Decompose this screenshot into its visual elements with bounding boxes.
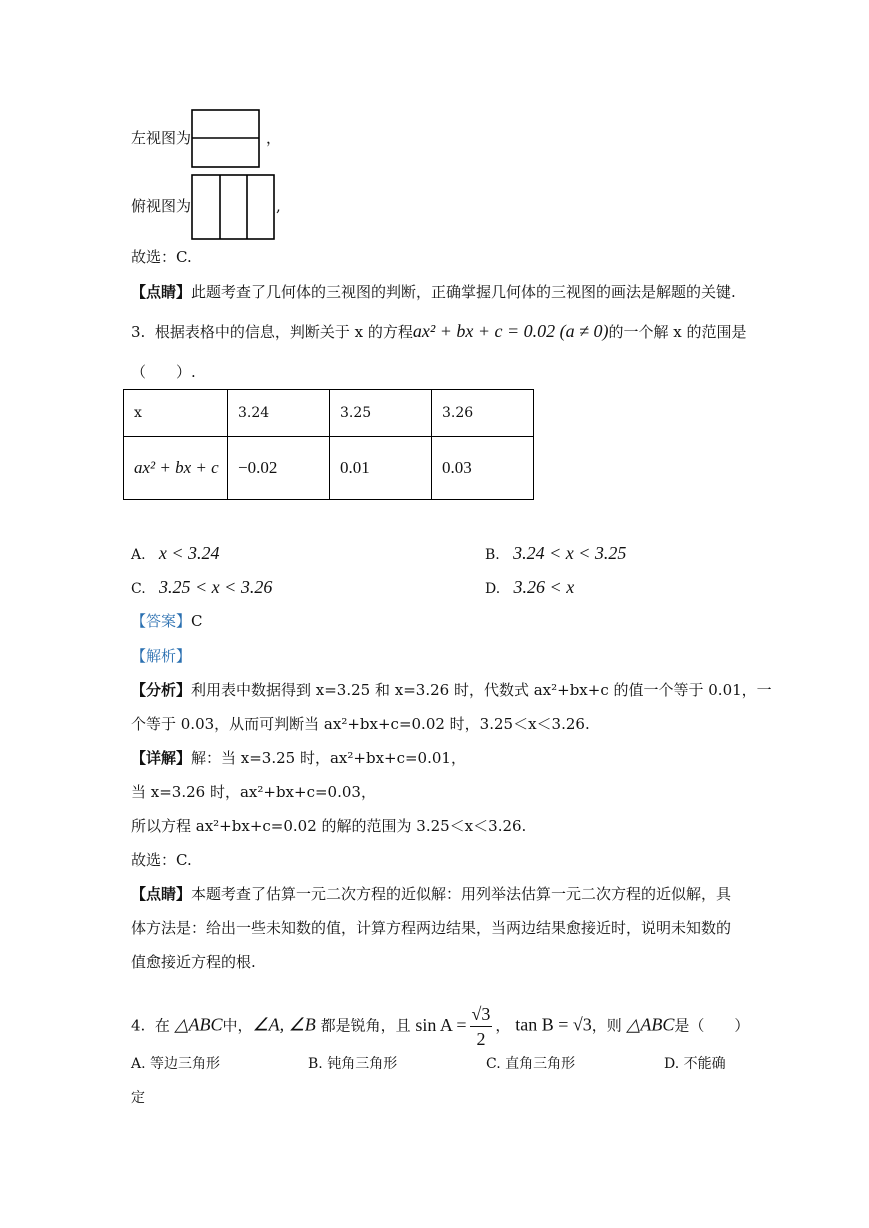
q3-stem-pre: 根据表格中的信息，判断关于 x 的方程: [154, 323, 413, 341]
q4-sin-den: 2: [476, 1029, 486, 1049]
q3-answer: [131, 611, 203, 631]
q4-option-d-cont: 定: [131, 1090, 145, 1106]
q4-stem-b: 中，: [222, 1016, 253, 1035]
top-view-label: 俯视图为: [131, 197, 192, 215]
analysis-tag: 【解析】: [131, 647, 192, 665]
q4-triangle-2: △ABC: [626, 1014, 675, 1035]
q3-table: [123, 389, 534, 500]
q4-sin-num: √3: [470, 1002, 493, 1027]
option-b-text: 3.24 < x < 3.25: [513, 543, 627, 563]
q3-comment-line1: [131, 884, 731, 904]
table-row: [124, 437, 534, 500]
option-b-key: B.: [485, 547, 500, 563]
table-cell-col3: 0.03: [432, 437, 534, 500]
q4-stem-c: 都是锐角，且: [320, 1016, 411, 1035]
table-row: [124, 390, 534, 437]
q3-number: 3.: [131, 323, 146, 341]
left-view-figure: [191, 109, 263, 169]
q3-comment-line2: 体方法是：给出一些未知数的值，计算方程两边结果，当两边结果愈接近时，说明未知数的: [131, 919, 732, 937]
q3-paren: （ ）.: [131, 363, 196, 381]
q3-option-d: [485, 577, 574, 599]
left-view-label: 左视图为: [131, 129, 192, 147]
q3-choice: 故选：C.: [131, 851, 192, 869]
table-header-x: x: [124, 390, 228, 437]
q2-choice: 故选：C.: [131, 248, 192, 266]
q4-sin-fraction: [470, 1002, 493, 1051]
fenxi-tag: 【分析】: [131, 681, 192, 699]
q3-option-b: [485, 543, 626, 565]
q4-comma: ，: [495, 1016, 511, 1035]
xiangjie-text1: 解：当 x=3.25 时，ax²+bx+c=0.01，: [191, 749, 466, 767]
q3-comment-tag: 【点睛】: [131, 885, 192, 903]
q4-option-c: C. 直角三角形: [486, 1056, 576, 1072]
q3-stem-post: 的一个解 x 的范围是: [608, 323, 747, 341]
table-cell-col1: −0.02: [228, 437, 330, 500]
left-view-line: [131, 128, 191, 148]
table-row-label: ax² + bx + c: [124, 437, 228, 500]
option-d-text: 3.26 < x: [513, 577, 575, 597]
q2-comment-tag: 【点睛】: [131, 283, 192, 301]
q4-triangle: △ABC: [174, 1014, 223, 1035]
q4-stem-d: ，则: [591, 1016, 622, 1035]
q3-option-c: [131, 577, 272, 599]
q2-comment: [131, 282, 736, 302]
fenxi-text1: 利用表中数据得到 x=3.25 和 x=3.26 时，代数式 ax²+bx+c 的值一个等于 0.01，一: [191, 681, 772, 699]
xiangjie-line3: 所以方程 ax²+bx+c=0.02 的解的范围为 3.25＜x＜3.26.: [131, 817, 527, 835]
top-view-punct: ,: [276, 197, 281, 215]
q4-stem-a: 在: [154, 1016, 170, 1035]
q3-option-a: [131, 543, 220, 565]
option-a-key: A.: [131, 547, 146, 563]
fenxi-line1: [131, 680, 772, 700]
q4-tan-expr: tan B = √3: [515, 1014, 592, 1035]
answer-value: C: [191, 612, 203, 630]
xiangjie-line1: [131, 748, 466, 768]
q4-sin-expr: [415, 1004, 495, 1049]
table-cell-col2: 0.01: [330, 437, 432, 500]
q4-option-a: A. 等边三角形: [131, 1056, 221, 1072]
q3-comment-text1: 本题考查了估算一元二次方程的近似解：用列举法估算一元二次方程的近似解，具: [191, 885, 732, 903]
option-a-text: x < 3.24: [158, 543, 220, 563]
q4-stem-e: 是（ ）: [674, 1016, 750, 1035]
top-view-figure: [191, 174, 277, 242]
q4-number: 4.: [131, 1016, 146, 1035]
q4-stem: [131, 1002, 749, 1051]
q4-option-d: D. 不能确: [664, 1056, 726, 1072]
table-header-col2: 3.25: [330, 390, 432, 437]
q4-sin-pre: sin A =: [415, 1014, 467, 1035]
q3-stem-equation: ax² + bx + c = 0.02 (a ≠ 0): [412, 321, 609, 341]
left-view-punct: ，: [266, 129, 282, 147]
table-header-col1: 3.24: [228, 390, 330, 437]
q3-comment-line3: 值愈接近方程的根.: [131, 953, 256, 971]
option-d-key: D.: [485, 581, 501, 597]
q4-angles: ∠A, ∠B: [252, 1014, 316, 1035]
q4-option-b: B. 钝角三角形: [308, 1056, 398, 1072]
option-c-key: C.: [131, 581, 146, 597]
option-c-text: 3.25 < x < 3.26: [159, 577, 273, 597]
fenxi-line2: 个等于 0.03，从而可判断当 ax²+bx+c=0.02 时，3.25＜x＜3.26.: [131, 715, 590, 733]
table-header-col3: 3.26: [432, 390, 534, 437]
answer-tag: 【答案】: [131, 612, 192, 630]
xiangjie-line2: 当 x=3.26 时，ax²+bx+c=0.03，: [131, 783, 376, 801]
xiangjie-tag: 【详解】: [131, 749, 192, 767]
q3-stem: [131, 321, 747, 342]
top-view-line: [131, 196, 191, 216]
q2-comment-text: 此题考查了几何体的三视图的判断，正确掌握几何体的三视图的画法是解题的关键.: [191, 283, 736, 301]
